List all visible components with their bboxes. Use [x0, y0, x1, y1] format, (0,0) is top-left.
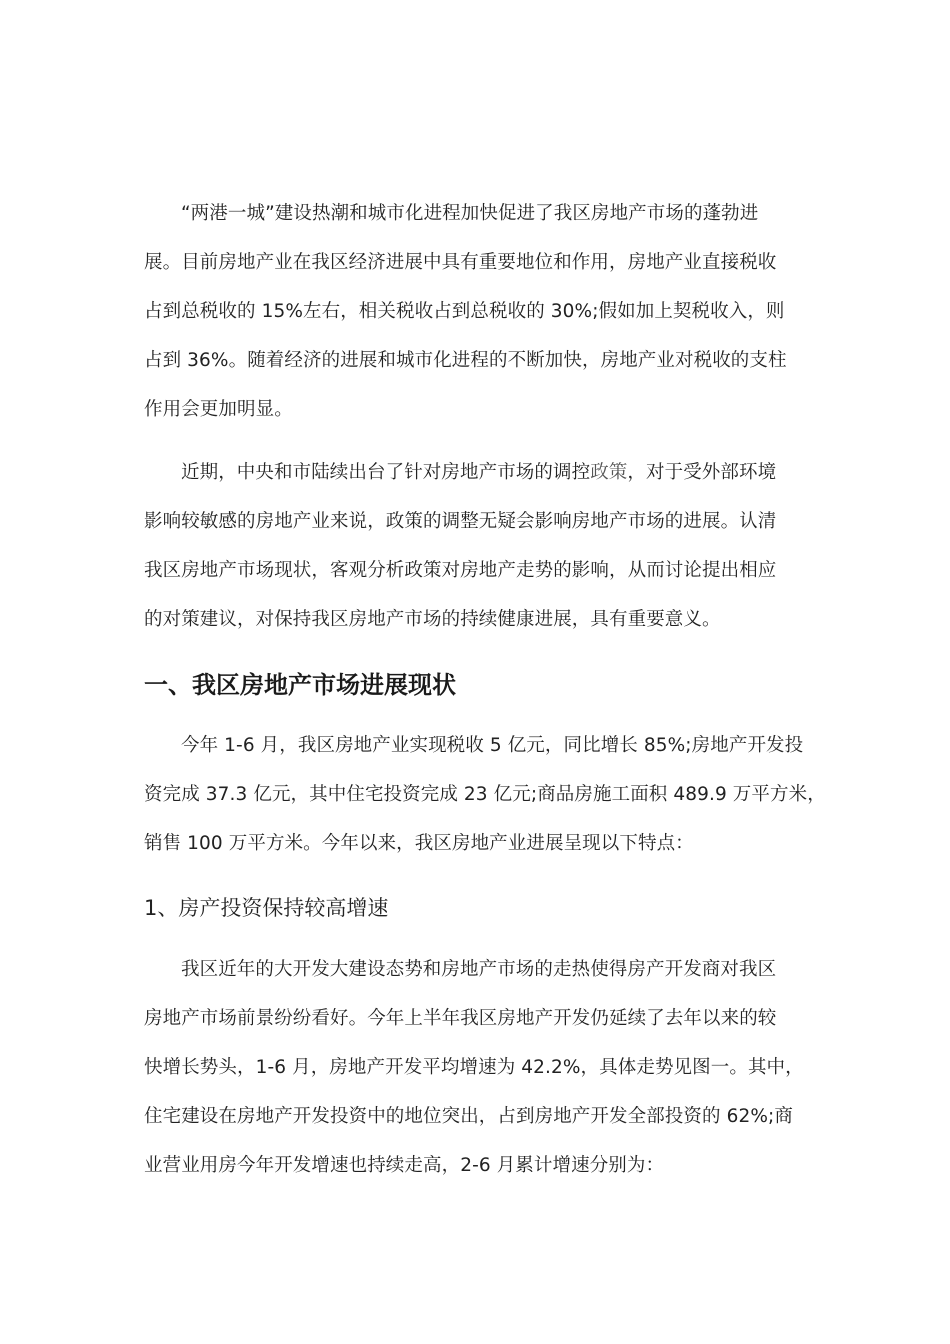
- paragraph-4-line-2: 房地产市场前景纷纷看好。今年上半年我区房地产开发仍延续了去年以来的较: [144, 1008, 777, 1029]
- paragraph-1-line-3: 占到总税收的 15%左右，相关税收占到总税收的 30%;假如加上契税收入，则: [144, 301, 785, 322]
- paragraph-4-line-5: 业营业用房今年开发增速也持续走高，2-6 月累计增速分别为：: [144, 1155, 665, 1176]
- paragraph-2-line-4: 的对策建议，对保持我区房地产市场的持续健康进展，具有重要意义。: [144, 609, 721, 630]
- paragraph-3-line-2: 资完成 37.3 亿元，其中住宅投资完成 23 亿元;商品房施工面积 489.9 万平方米，: [144, 784, 826, 805]
- paragraph-2-line-1: [144, 459, 845, 487]
- paragraph-2-text-b: ，对于受外部环境: [627, 462, 777, 483]
- paragraph-2-line-3: 我区房地产市场现状，客观分析政策对房地产走势的影响，从而讨论提出相应: [144, 560, 777, 581]
- paragraph-4-line-1: 我区近年的大开发大建设态势和房地产市场的走热使得房产开发商对我区: [181, 959, 777, 980]
- paragraph-1-line-4: 占到 36%。随着经济的进展和城市化进程的不断加快，房地产业对税收的支柱: [144, 350, 787, 371]
- paragraph-3-line-1: 今年 1-6 月，我区房地产业实现税收 5 亿元，同比增长 85%;房地产开发投: [181, 735, 804, 756]
- paragraph-1-line-1: “两港一城”建设热潮和城市化进程加快促进了我区房地产市场的蓬勃进: [181, 203, 759, 224]
- paragraph-2-line-2: 影响较敏感的房地产业来说，政策的调整无疑会影响房地产市场的进展。认清: [144, 511, 777, 532]
- paragraph-3-line-3: 销售 100 万平方米。今年以来，我区房地产业进展呈现以下特点：: [144, 833, 694, 854]
- paragraph-1-line-2: 展。目前房地产业在我区经济进展中具有重要地位和作用，房地产业直接税收: [144, 252, 777, 273]
- paragraph-1-line-5: 作用会更加明显。: [144, 399, 293, 420]
- paragraph-4-line-4: 住宅建设在房地产开发投资中的地位突出，占到房地产开发全部投资的 62%;商: [144, 1106, 793, 1127]
- section-heading-1: 一、我区房地产市场进展现状: [144, 671, 456, 699]
- paragraph-4-line-3: 快增长势头，1-6 月，房地产开发平均增速为 42.2%，具体走势见图一。其中，: [144, 1057, 804, 1078]
- policy-link[interactable]: 政策: [590, 462, 628, 483]
- subsection-heading-1: 1、房产投资保持较高增速: [144, 896, 389, 920]
- paragraph-2-text-a: 近期，中央和市陆续出台了针对房地产市场的调控: [181, 462, 591, 483]
